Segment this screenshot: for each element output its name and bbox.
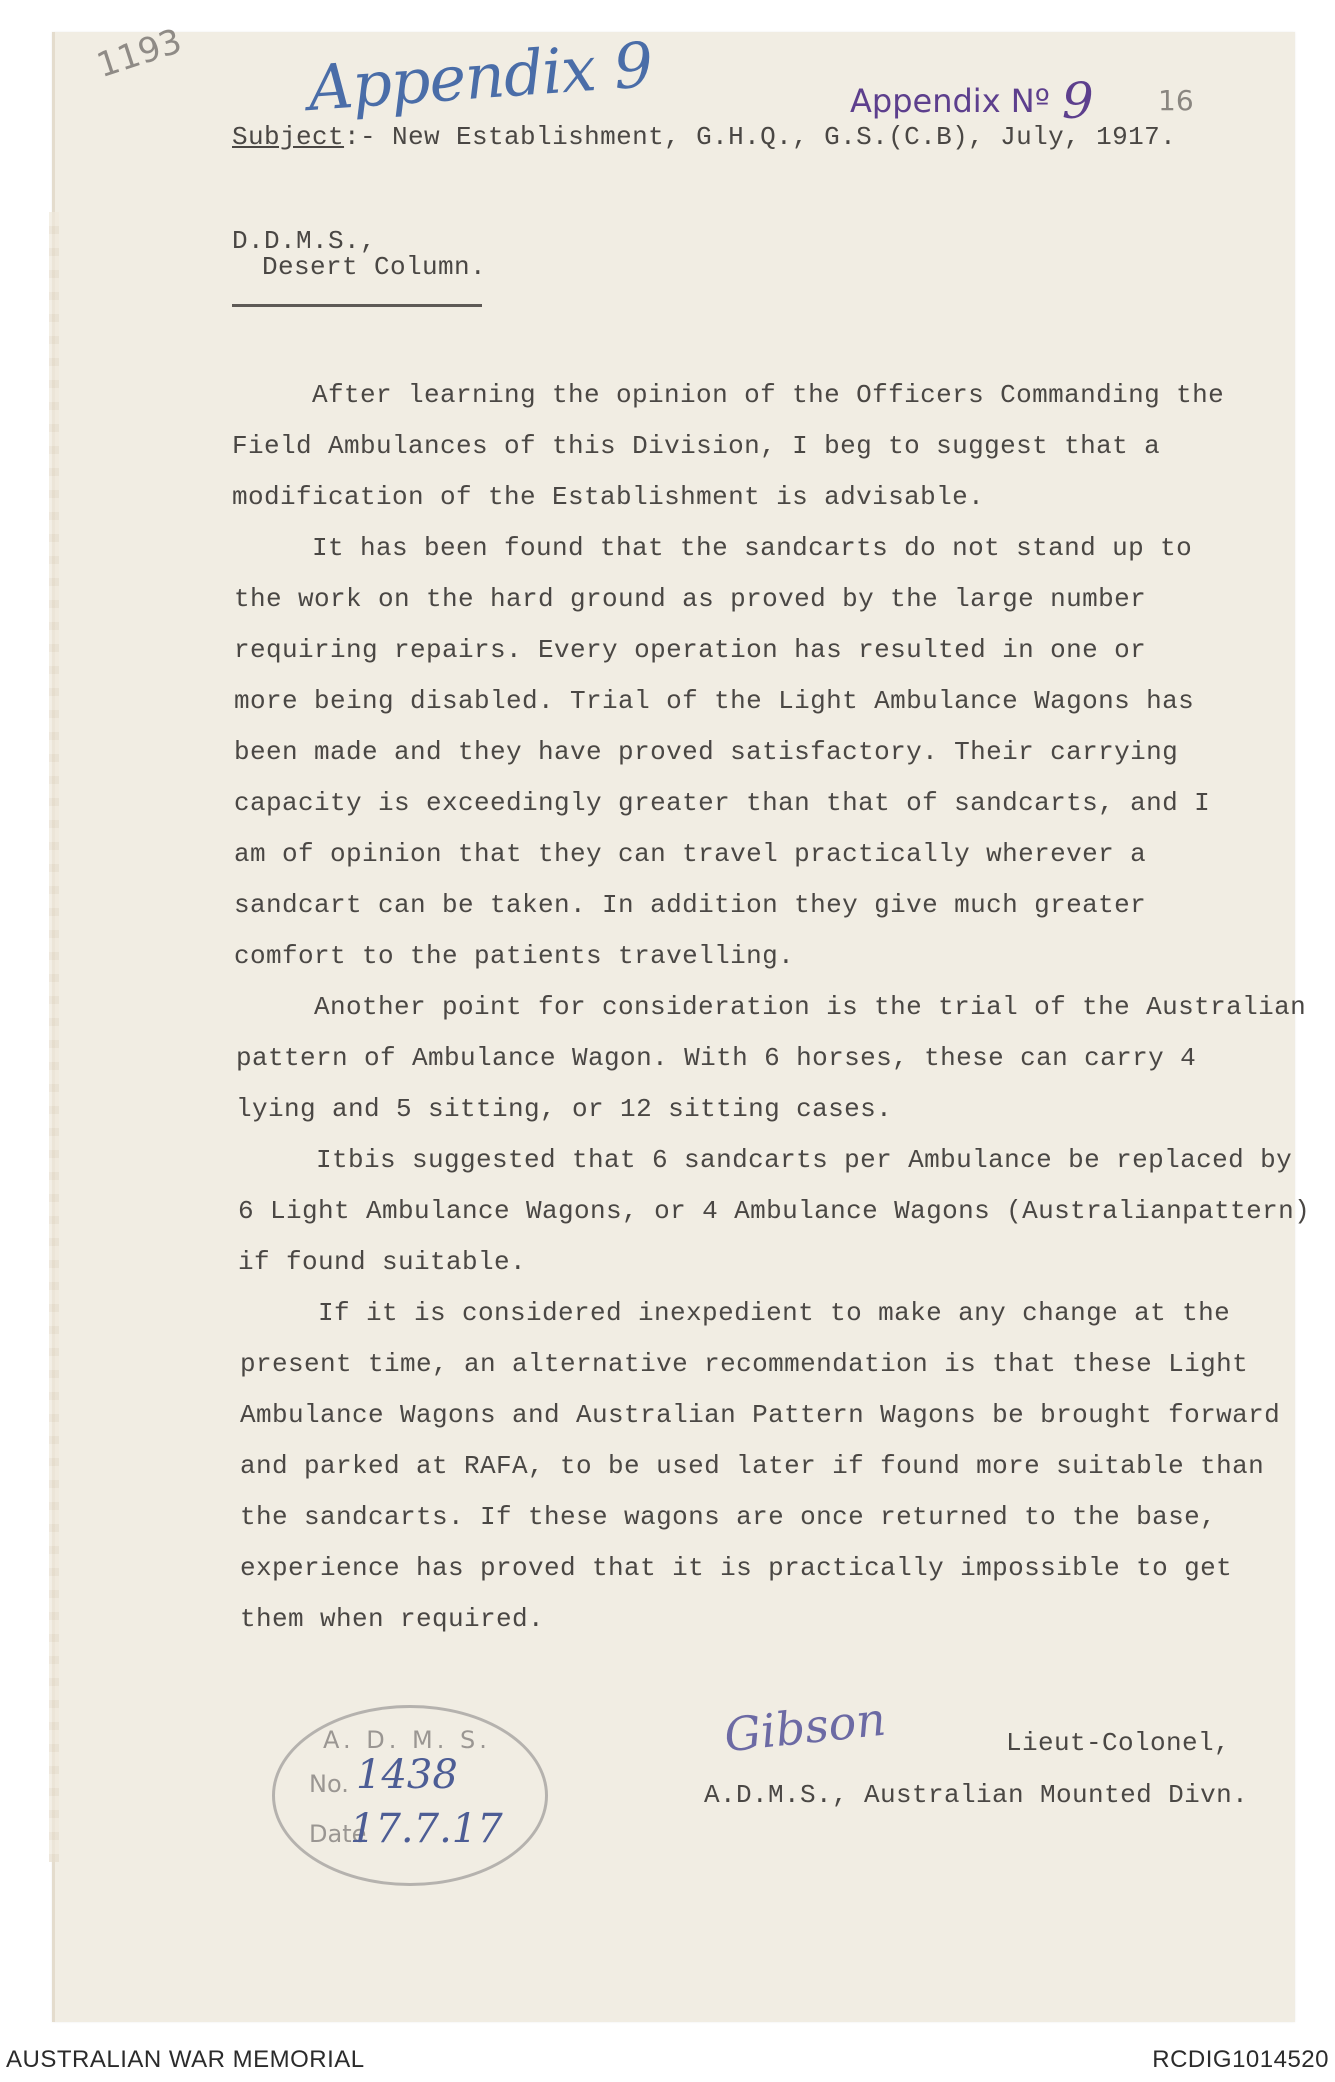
addressee-line-2: Desert Column.: [262, 252, 487, 282]
subject-line: [232, 122, 1176, 152]
pencil-page-number: 16: [1158, 84, 1194, 117]
pencil-reference-number: 1193: [92, 21, 187, 87]
stamp-number-label: No.: [309, 1770, 349, 1798]
body-line: If it is considered inexpedient to make any change at the: [318, 1298, 1231, 1328]
body-line: experience has proved that it is practically impossible to get: [240, 1553, 1233, 1583]
appendix-stamp-number: 9: [1061, 72, 1094, 130]
body-line: Field Ambulances of this Division, I beg to suggest that a: [232, 431, 1161, 461]
stamp-date-label: Date: [309, 1820, 367, 1848]
footer-institution: AUSTRALIAN WAR MEMORIAL: [6, 2046, 365, 2073]
body-line: present time, an alternative recommendation is that these Light: [240, 1349, 1249, 1379]
body-line: sandcart can be taken. In addition they give much greater: [234, 890, 1147, 920]
body-line: Another point for consideration is the trial of the Australian: [314, 992, 1307, 1022]
signatory-position: A.D.M.S., Australian Mounted Divn.: [704, 1780, 1249, 1810]
body-line: the work on the hard ground as proved by the large number: [234, 584, 1147, 614]
stamp-title: A. D. M. S.: [323, 1726, 491, 1754]
footer-reference: RCDIG1014520: [1152, 2046, 1329, 2073]
body-line: them when required.: [240, 1604, 545, 1634]
body-line: the sandcarts. If these wagons are once returned to the base,: [240, 1502, 1217, 1532]
body-line: requiring repairs. Every operation has resulted in one or: [234, 635, 1147, 665]
body-line: am of opinion that they can travel practically wherever a: [234, 839, 1147, 869]
body-line: pattern of Ambulance Wagon. With 6 horses, these can carry 4: [236, 1043, 1197, 1073]
appendix-stamp: [850, 66, 1094, 130]
body-line: Itbis suggested that 6 sandcarts per Ambulance be replaced by: [316, 1145, 1293, 1175]
appendix-stamp-label: Appendix Nº: [850, 82, 1050, 120]
body-line: 6 Light Ambulance Wagons, or 4 Ambulance Wagons (Australianpattern): [238, 1196, 1311, 1226]
body-line: if found suitable.: [238, 1247, 527, 1277]
body-line: more being disabled. Trial of the Light Ambulance Wagons has: [234, 686, 1195, 716]
addressee-line-1: D.D.M.S.,: [232, 226, 377, 256]
body-line: After learning the opinion of the Officers Commanding the: [312, 380, 1225, 410]
body-line: modification of the Establishment is advisable.: [232, 482, 985, 512]
handwritten-signature: Gibson: [721, 1691, 889, 1763]
subject-label: Subject: [232, 122, 345, 152]
body-line: It has been found that the sandcarts do not stand up to: [312, 533, 1193, 563]
addressee-underline: [232, 304, 482, 307]
body-line: comfort to the patients travelling.: [234, 941, 795, 971]
body-line: been made and they have proved satisfactory. Their carrying: [234, 737, 1179, 767]
document-page: [52, 32, 1295, 2022]
stamp-number-value: 1438: [356, 1752, 458, 1798]
signatory-rank: Lieut-Colonel,: [1006, 1728, 1231, 1758]
handwritten-appendix-heading: Appendix 9: [305, 28, 655, 125]
body-line: capacity is exceedingly greater than that of sandcarts, and I: [234, 788, 1211, 818]
stamp-date-value: 17.7.17: [350, 1806, 503, 1852]
subject-text: :- New Establishment, G.H.Q., G.S.(C.B), July, 1917.: [344, 122, 1177, 152]
body-line: Ambulance Wagons and Australian Pattern Wagons be brought forward: [240, 1400, 1281, 1430]
body-line: and parked at RAFA, to be used later if found more suitable than: [240, 1451, 1265, 1481]
body-line: lying and 5 sitting, or 12 sitting cases.: [236, 1094, 893, 1124]
